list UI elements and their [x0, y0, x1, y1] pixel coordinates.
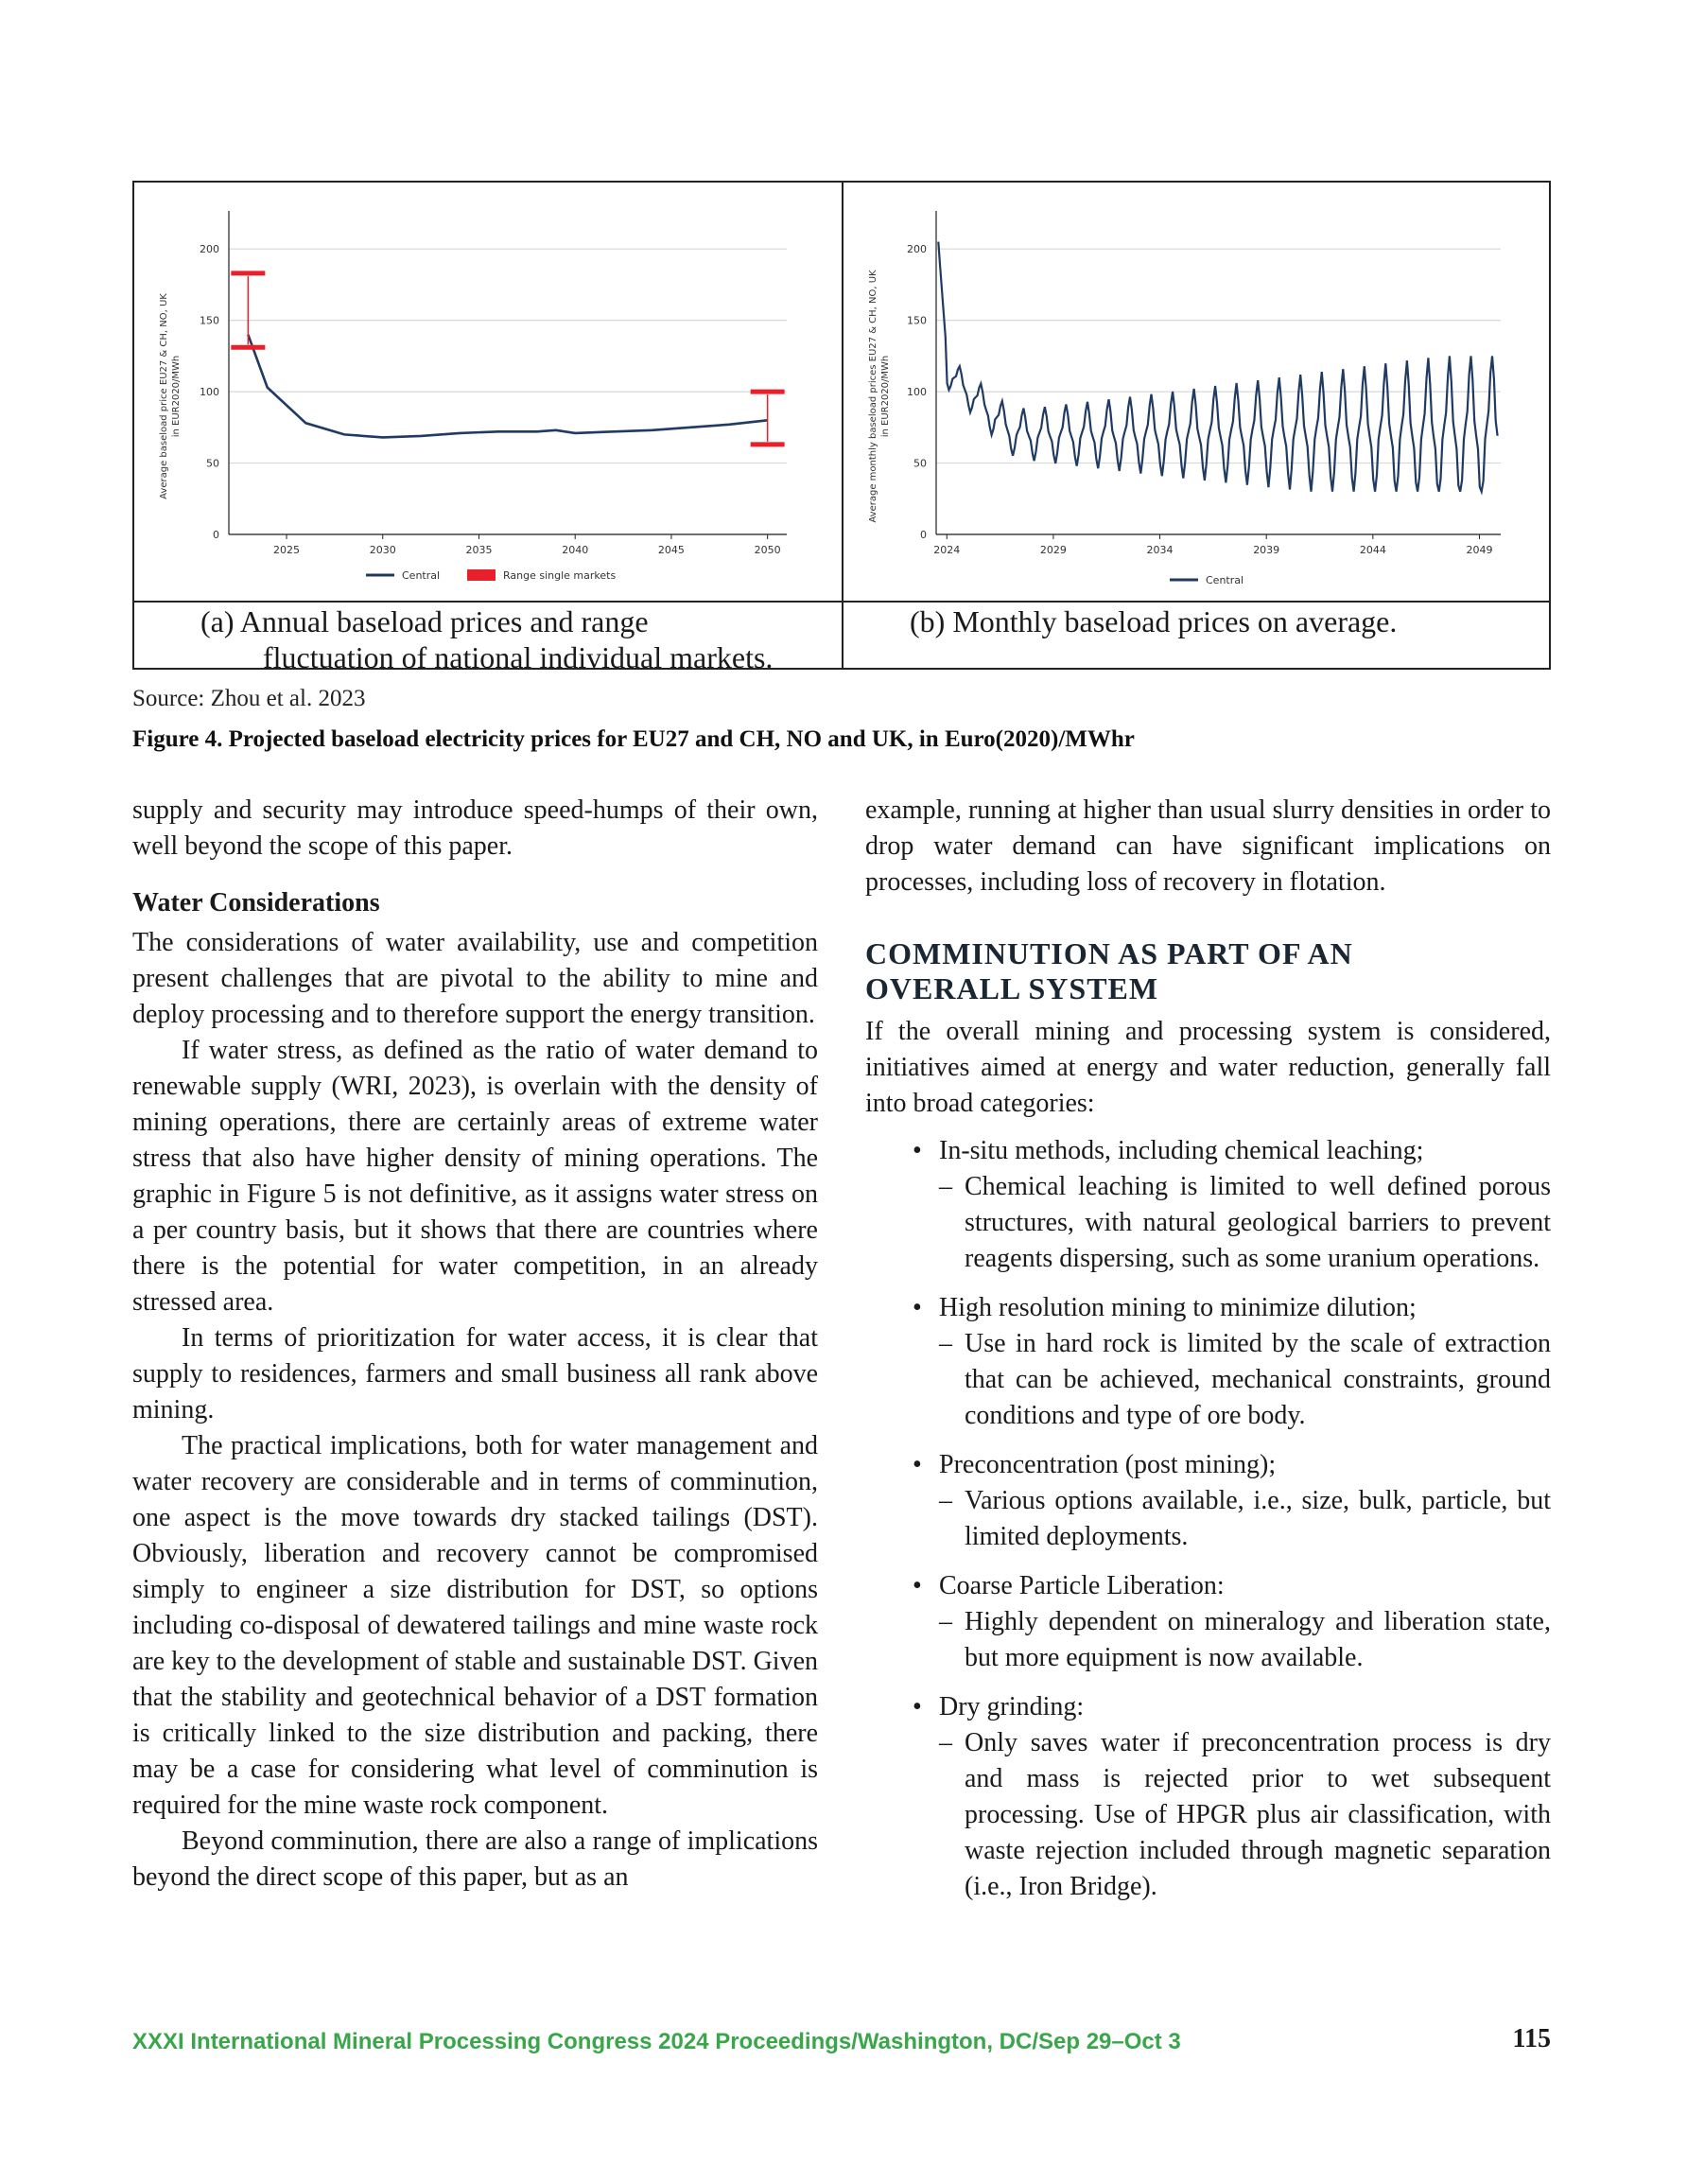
legend-swatch-range	[467, 569, 496, 581]
bullet-sub-text: Various options available, i.e., size, bulk, particle, but limited deployments.	[965, 1486, 1551, 1551]
y-tick-label: 0	[920, 529, 927, 541]
paragraph: If water stress, as defined as the ratio of water demand to renewable supply (WRI, 2023), is overlain with the density of mining operations, there are certainly areas of extreme water stress that also have higher density of mining operations. The graphic in Figure 5 is not definitive, as it assigns water stress on a per country basis, but it shows that there are countries where there is the potential for water competition, in an already stressed area.	[132, 1036, 818, 1317]
bullet-dot-icon: •	[913, 1450, 922, 1479]
bullet-dot-icon: •	[913, 1293, 922, 1322]
dash-icon: –	[939, 1607, 952, 1636]
footer-proceedings: XXXI International Mineral Processing Congress 2024 Proceedings/Washington, DC/Sep 29–Oct 3	[132, 2029, 1181, 2054]
dash-icon: –	[939, 1329, 952, 1358]
bullet-item	[865, 1689, 1551, 1905]
section-title	[865, 936, 1551, 1006]
panel-a-caption	[200, 603, 774, 674]
dash-icon: –	[939, 1486, 952, 1515]
paragraph: supply and security may introduce speed-humps of their own, well beyond the scope of this paper.	[132, 795, 818, 861]
legend-label-range: Range single markets	[503, 569, 617, 582]
figure-source: Source: Zhou et al. 2023	[132, 686, 366, 711]
section-title-line2: OVERALL SYSTEM	[865, 971, 1159, 1005]
bullet-sub-text: Only saves water if preconcentration process is dry and mass is rejected prior to wet subsequent processing. Use of HPGR plus air classification, with waste rejection included through magnetic separation (i.e., Iron Bridge).	[965, 1728, 1551, 1901]
y-axis-label-units: in EUR2020/MWh	[171, 355, 182, 438]
central-monthly-series-line	[938, 242, 1497, 492]
bullet-item	[865, 1290, 1551, 1434]
bullet-sub-text: Chemical leaching is limited to well defined porous structures, with natural geological barriers to prevent reagents dispersing, such as some uranium operations.	[965, 1172, 1551, 1273]
y-tick-label: 150	[200, 314, 219, 327]
y-axis-label: Average monthly baseload prices EU27 & CH, NO, UK	[868, 270, 878, 523]
bullet-item	[865, 1447, 1551, 1555]
y-tick-label: 50	[206, 457, 219, 470]
bullet-sub-text: Highly dependent on mineralogy and liberation state, but more equipment is now available.	[965, 1607, 1551, 1672]
paragraph: The considerations of water availability, use and competition present challenges that are pivotal to the ability to mine and deploy processing and to therefore support the energy transition.	[132, 928, 818, 1029]
dash-icon: –	[939, 1172, 952, 1201]
y-tick-label: 100	[200, 386, 219, 399]
x-tick-label: 2040	[562, 544, 589, 556]
bullet-dot-icon: •	[913, 1571, 922, 1600]
left-column	[132, 793, 818, 1896]
legend-label-central: Central	[402, 569, 441, 582]
y-tick-label: 200	[200, 243, 219, 256]
bullet-main-text: Dry grinding:	[939, 1692, 1085, 1721]
subheading-water: Water Considerations	[132, 888, 380, 917]
bullet-item	[865, 1133, 1551, 1277]
bullet-list	[865, 1133, 1551, 1905]
panel-b-caption-text: (b) Monthly baseload prices on average.	[910, 604, 1398, 638]
x-tick-label: 2025	[273, 544, 301, 556]
x-tick-label: 2050	[754, 544, 781, 556]
central-series-line	[248, 335, 767, 438]
y-tick-label: 100	[907, 386, 927, 399]
paragraph: If the overall mining and processing system is considered, initiatives aimed at energy and water reduction, generally fall into broad categories:	[865, 1017, 1551, 1118]
page-number: 115	[1512, 2024, 1551, 2053]
bullet-dot-icon: •	[913, 1692, 922, 1721]
x-tick-label: 2034	[1146, 544, 1174, 556]
panel-a-caption-line1: (a) Annual baseload prices and range	[200, 604, 649, 638]
figure-4	[132, 181, 1551, 674]
y-axis-label: Average baseload price EU27 & CH, NO, UK	[159, 293, 169, 499]
bullet-main-text: High resolution mining to minimize dilution;	[939, 1293, 1417, 1322]
paragraph: In terms of prioritization for water access, it is clear that supply to residences, farmers and small business all rank above mining.	[132, 1323, 818, 1424]
y-tick-label: 0	[213, 529, 219, 541]
bullet-dot-icon: •	[913, 1136, 922, 1165]
bullet-sub-text: Use in hard rock is limited by the scale of extraction that can be achieved, mechanical constraints, ground conditions and type of ore body.	[965, 1329, 1551, 1430]
bullet-main-text: In-situ methods, including chemical leaching;	[939, 1136, 1424, 1165]
paragraph: example, running at higher than usual slurry densities in order to drop water demand can have significant implications on processes, including loss of recovery in flotation.	[865, 795, 1551, 897]
figure-caption-divider	[134, 601, 1549, 603]
dash-icon: –	[939, 1728, 952, 1757]
chart-annual-baseload	[134, 183, 840, 599]
right-column	[865, 793, 1551, 1918]
x-tick-label: 2039	[1253, 544, 1280, 556]
x-tick-label: 2049	[1466, 544, 1493, 556]
y-axis-label-units: in EUR2020/MWh	[880, 355, 891, 438]
bullet-item	[865, 1568, 1551, 1676]
bullet-main-text: Preconcentration (post mining);	[939, 1450, 1277, 1479]
chart-monthly-baseload	[844, 183, 1549, 599]
paragraph: The practical implications, both for water management and water recovery are considerable and in terms of comminution, one aspect is the move towards dry stacked tailings (DST). Obviously, liberation and recovery cannot be compromised simply to engineer a size distribution for DST, so options including co-disposal of dewatered tailings and mine waste rock are key to the development of stable and sustainable DST. Given that the stability and geotechnical behavior of a DST formation is critically linked to the size distribution and packing, there may be a case for considering what level of comminution is required for the mine waste rock component.	[132, 1431, 818, 1820]
section-title-line1: COMMINUTION AS PART OF AN	[865, 936, 1353, 970]
figure-caption: Figure 4. Projected baseload electricity prices for EU27 and CH, NO and UK, in Euro(2020)/MWhr	[132, 726, 1135, 752]
panel-a-caption-line2: fluctuation of national individual markets.	[263, 640, 774, 674]
bullet-main-text: Coarse Particle Liberation:	[939, 1571, 1225, 1600]
y-tick-label: 200	[907, 243, 927, 256]
paragraph: Beyond comminution, there are also a range of implications beyond the direct scope of this paper, but as an	[132, 1826, 818, 1892]
x-tick-label: 2035	[465, 544, 493, 556]
legend-label-central: Central	[1206, 574, 1244, 586]
x-tick-label: 2024	[933, 544, 961, 556]
y-tick-label: 150	[907, 314, 927, 327]
x-tick-label: 2044	[1359, 544, 1386, 556]
y-tick-label: 50	[913, 457, 927, 470]
x-tick-label: 2045	[657, 544, 685, 556]
x-tick-label: 2029	[1039, 544, 1067, 556]
panel-b-caption	[910, 603, 1397, 670]
x-tick-label: 2030	[369, 544, 396, 556]
